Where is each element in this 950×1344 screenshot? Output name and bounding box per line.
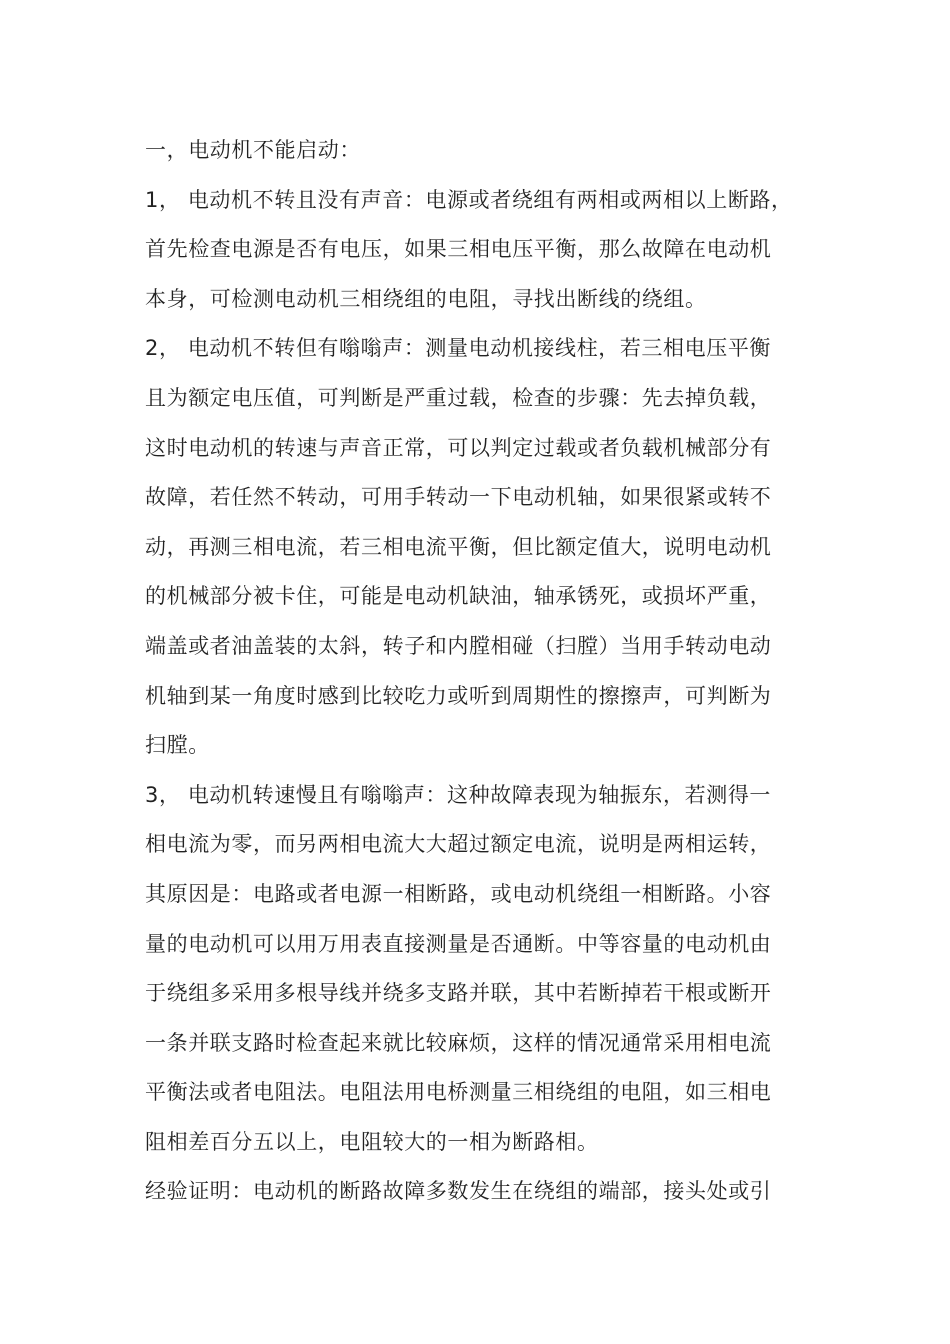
paragraph-line: 的机械部分被卡住，可能是电动机缺油，轴承锈死，或损坏严重， bbox=[145, 584, 772, 609]
paragraph-line: 其原因是：电路或者电源一相断路，或电动机绕组一相断路。小容 bbox=[145, 881, 772, 906]
paragraph-line: 机轴到某一角度时感到比较吃力或听到周期性的擦擦声，可判断为 bbox=[145, 683, 772, 708]
paragraph-line: 端盖或者油盖装的太斜，转子和内膛相碰（扫膛）当用手转动电动 bbox=[145, 633, 772, 658]
paragraph-line: 首先检查电源是否有电压，如果三相电压平衡，那么故障在电动机 bbox=[145, 237, 772, 262]
paragraph-line: 2， 电动机不转但有嗡嗡声：测量电动机接线柱，若三相电压平衡 bbox=[145, 336, 772, 361]
paragraph-line: 平衡法或者电阻法。电阻法用电桥测量三相绕组的电阻，如三相电 bbox=[145, 1080, 772, 1105]
paragraph-line: 阻相差百分五以上，电阻较大的一相为断路相。 bbox=[145, 1129, 599, 1154]
paragraph-line: 相电流为零，而另两相电流大大超过额定电流，说明是两相运转， bbox=[145, 832, 772, 857]
paragraph-line: 动，再测三相电流，若三相电流平衡，但比额定值大，说明电动机 bbox=[145, 534, 772, 559]
paragraph-line: 量的电动机可以用万用表直接测量是否通断。中等容量的电动机由 bbox=[145, 931, 772, 956]
paragraph-line: 本身，可检测电动机三相绕组的电阻，寻找出断线的绕组。 bbox=[145, 286, 707, 311]
paragraph-line: 经验证明：电动机的断路故障多数发生在绕组的端部，接头处或引 bbox=[145, 1179, 772, 1204]
section-heading bbox=[145, 126, 835, 176]
paragraph-line: 扫膛。 bbox=[145, 733, 210, 758]
paragraph-line: 3， 电动机转速慢且有嗡嗡声：这种故障表现为轴振东，若测得一 bbox=[145, 782, 772, 807]
heading-line: 一，电动机不能启动： bbox=[145, 138, 361, 162]
paragraph-3 bbox=[145, 771, 835, 1168]
paragraph-2 bbox=[145, 324, 835, 770]
paragraph-line: 故障，若任然不转动，可用手转动一下电动机轴，如果很紧或转不 bbox=[145, 485, 772, 510]
paragraph-line: 于绕组多采用多根导线并绕多支路并联，其中若断掉若干根或断开 bbox=[145, 981, 772, 1006]
paragraph-4 bbox=[145, 1167, 835, 1217]
paragraph-line: 1， 电动机不转且没有声音：电源或者绕组有两相或两相以上断路， bbox=[145, 187, 793, 212]
paragraph-line: 且为额定电压值，可判断是严重过载，检查的步骤：先去掉负载， bbox=[145, 385, 772, 410]
paragraph-line: 一条并联支路时检查起来就比较麻烦，这样的情况通常采用相电流 bbox=[145, 1030, 772, 1055]
paragraph-1 bbox=[145, 176, 835, 325]
paragraph-line: 这时电动机的转速与声音正常，可以判定过载或者负载机械部分有 bbox=[145, 435, 772, 460]
document-body bbox=[145, 126, 835, 1217]
